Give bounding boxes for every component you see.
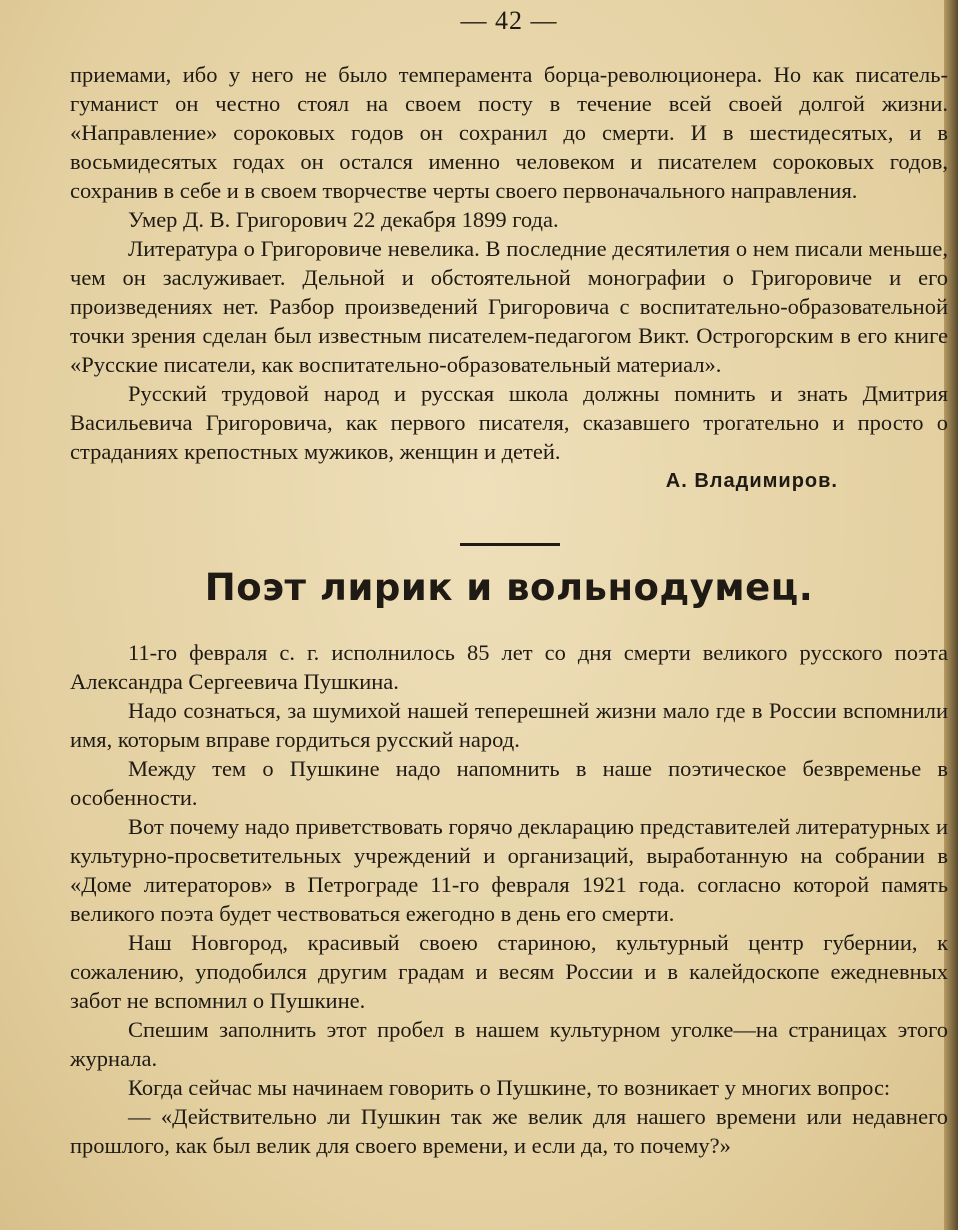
paragraph: Когда сейчас мы начинаем говорить о Пушкине, то возникает у многих вопрос: [128,1075,891,1100]
page-number: — 42 — [460,6,558,35]
paragraph: Наш Новгород, красивый своею стариною, культурный центр губернии, к сожалению, уподобился другим градам и весям России и в калейдоскопе ежедневных забот не вспомнил о Пушкине. [70,930,948,1013]
paragraph: 11-го февраля с. г. исполнилось 85 лет со дня смерти великого русского поэта Александра Сергеевича Пушкина. [70,640,948,694]
paragraph: Вот почему надо приветствовать горячо декларацию представителей литературных и культурно-просветительных учреждений и организаций, выработанную на собрании в «Доме литераторов» в Петрограде 11-го февраля 1921 года. согласно которой память великого поэта будет чествоваться ежегодно в день его смерти. [70,814,948,926]
paragraph: Литература о Григоровиче невелика. В последние десятилетия о нем писали меньше, чем он заслуживает. Дельной и обстоятельной монографии о Григоровиче и его произведениях нет. Разбор произведений Григоровича с воспитательно-образовательной точки зрения сделан был известным писателем-педагогом Викт. Острогорским в его книге «Русские писатели, как воспитательно-образовательный материал». [70,236,948,377]
article-1-body [70,60,948,496]
paragraph: Надо сознаться, за шумихой нашей теперешней жизни мало где в России вспомнили имя, которым вправе гордиться русский народ. [70,698,948,752]
paragraph: Между тем о Пушкине надо напомнить в наше поэтическое безвременье в особенности. [70,756,948,810]
author-signature: А. Владимиров. [665,470,838,492]
paragraph: Спешим заполнить этот пробел в нашем культурном уголке—на страницах этого журнала. [70,1017,948,1071]
article-2-body [70,638,948,1160]
paragraph: Умер Д. В. Григорович 22 декабря 1899 года. [128,207,559,232]
article-title: Поэт лирик и вольнодумец. [204,566,814,609]
section-divider [460,543,560,546]
paragraph: Русский трудовой народ и русская школа должны помнить и знать Дмитрия Васильевича Григоровича, как первого писателя, сказавшего трогательно и просто о страданиях крепостных мужиков, женщин и детей. [70,381,948,464]
paragraph: приемами, ибо у него не было темперамента борца-революционера. Но как писатель-гуманист он честно стоял на своем посту в течение всей своей долгой жизни. «Направление» сороковых годов он сохранил до смерти. И в шестидесятых, и в восьмидесятых годах он остался именно человеком и писателем сороковых годов, сохранив в себе и в своем творчестве черты своего первоначального направления. [70,62,948,203]
paragraph: — «Действительно ли Пушкин так же велик для нашего времени или недавнего прошлого, как был велик для своего времени, и если да, то почему?» [70,1104,948,1158]
